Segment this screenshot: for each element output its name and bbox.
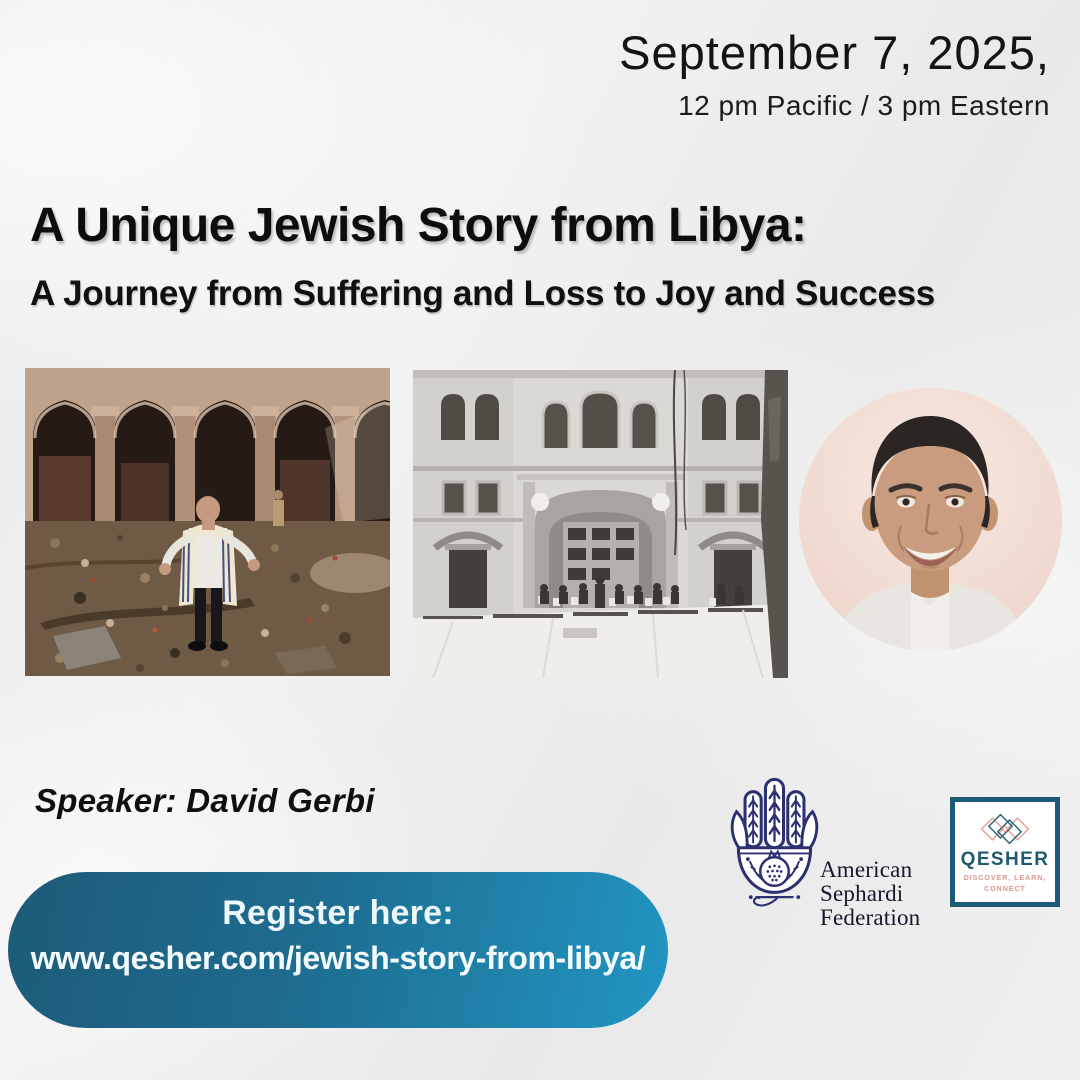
synagogue-ruins-illustration xyxy=(25,368,390,676)
synagogue-ruins-photo xyxy=(25,368,390,676)
speaker-portrait-photo xyxy=(799,388,1062,651)
date-block xyxy=(619,26,1050,122)
asf-line: American xyxy=(820,857,913,882)
qesher-tagline xyxy=(964,874,1047,896)
register-button[interactable] xyxy=(8,872,668,1028)
hamsa-icon xyxy=(727,777,822,909)
qesher-logo xyxy=(950,797,1060,907)
register-label: Register here: xyxy=(222,893,454,932)
event-title: A Unique Jewish Story from Libya: xyxy=(30,199,807,252)
asf-line: Sephardi xyxy=(820,881,904,906)
qesher-tagline-line1: DISCOVER, LEARN, xyxy=(963,874,1047,882)
speaker-name: Speaker: David Gerbi xyxy=(35,782,375,819)
event-time: 12 pm Pacific / 3 pm Eastern xyxy=(678,90,1050,122)
american-sephardi-federation-logo xyxy=(715,765,945,945)
register-url-link[interactable]: www.qesher.com/jewish-story-from-libya/ xyxy=(30,939,646,976)
asf-wordmark xyxy=(820,858,920,930)
galleria-courtyard-illustration xyxy=(413,370,788,678)
speaker-portrait-illustration xyxy=(799,388,1062,651)
event-date: September 7, 2025, xyxy=(619,26,1050,79)
asf-line: Federation xyxy=(820,905,921,930)
event-subtitle: A Journey from Suffering and Loss to Joy and Success xyxy=(30,274,935,313)
qesher-wordmark: QESHER xyxy=(960,848,1050,870)
qesher-tagline-line2: CONNECT xyxy=(984,885,1026,893)
qesher-diamonds-icon xyxy=(976,811,1034,847)
galleria-courtyard-photo xyxy=(413,370,788,678)
